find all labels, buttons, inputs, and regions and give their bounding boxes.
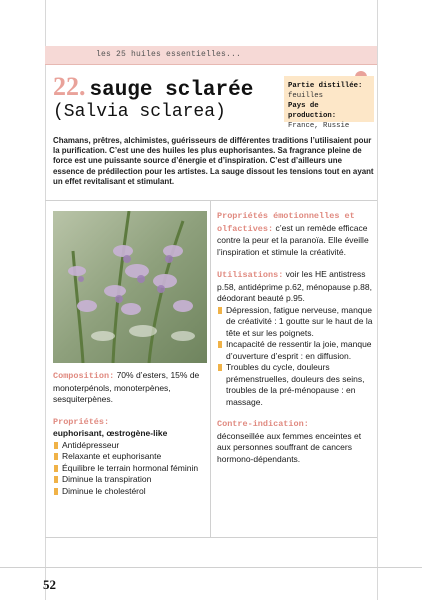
composition (53, 370, 208, 406)
list-item: Antidépresseur (53, 440, 208, 452)
list-item: Troubles du cycle, douleurs prémenstruelles, douleurs des seins, troubles de la pré-ménopause : en massage. (217, 362, 375, 408)
list-item: Relaxante et euphorisante (53, 451, 208, 463)
contra-label: Contre-indication: (217, 419, 309, 429)
emotional-label: Propriétés émotionnelles et olfactives: (217, 211, 355, 234)
clary-sage-photo (53, 211, 207, 363)
left-column (53, 370, 208, 497)
list-item: Incapacité de ressentir la joie, manque d’ouverture d’esprit : en diffusion. (217, 339, 375, 362)
emotional-properties (217, 210, 375, 258)
header-band (45, 46, 377, 64)
uses (217, 269, 375, 305)
right-column (217, 210, 375, 465)
oil-name: sauge sclarée (89, 79, 254, 102)
composition-text: 70% d’esters, 15% de monoterpénols, monoterpènes, sesquiterpènes. (53, 370, 200, 404)
uses-text: voir les HE antistress p.58, antidéprime p.62, ménopause p.88, déodorant beauté p.95. (217, 269, 372, 303)
column-divider (210, 200, 211, 537)
emotional-text: c’est un remède efficace contre la peur et la paranoïa. Elle éveille l’inspiration et stimule la créativité. (217, 222, 369, 257)
page-number: 52 (43, 577, 56, 592)
props-subtitle: euphorisant, œstrogène-like (53, 428, 168, 438)
origin-label: Pays de production: (288, 102, 337, 120)
running-title: les 25 huiles essentielles... (96, 50, 242, 59)
left-margin-rule (45, 0, 46, 600)
list-item: Diminue la transpiration (53, 474, 208, 486)
composition-label: Composition: (53, 371, 115, 381)
info-box (284, 76, 374, 130)
props-label: Propriétés: (53, 416, 110, 427)
right-margin-rule (377, 0, 378, 600)
section-divider (45, 200, 377, 201)
part-value: feuilles (288, 92, 324, 100)
list-item: Équilibre le terrain hormonal féminin (53, 463, 208, 475)
header-band-rule (45, 64, 377, 65)
contra-text: déconseillée aux femmes enceintes et aux personnes souffrant de cancers hormono-dépendants. (217, 430, 362, 464)
part-label: Partie distillée: (288, 82, 363, 90)
bottom-divider (45, 537, 377, 538)
latin-name: (Salvia sclarea) (53, 102, 226, 122)
page-title (53, 72, 283, 102)
oil-number: 22. (53, 72, 86, 101)
list-item: Diminue le cholestérol (53, 486, 208, 498)
footer-divider (0, 567, 422, 568)
intro-paragraph: Chamans, prêtres, alchimistes, guérisseurs de différentes traditions l’utilisaient pour la purification. C’est une des huiles les plus euphorisantes. Sa fragrance pleine de force est une puissante source d’énergie et d’inspiration. C’est d’ailleurs une essence de prédilection pour les artistes. La sauge dissout les tensions tout en ayant un effet revitalisant et stimulant. (53, 136, 374, 186)
origin-value: France, Russie (288, 122, 350, 130)
list-item: Dépression, fatigue nerveuse, manque de créativité : 1 goutte sur le haut de la tête et sur les poignets. (217, 305, 375, 340)
uses-label: Utilisations: (217, 270, 284, 280)
